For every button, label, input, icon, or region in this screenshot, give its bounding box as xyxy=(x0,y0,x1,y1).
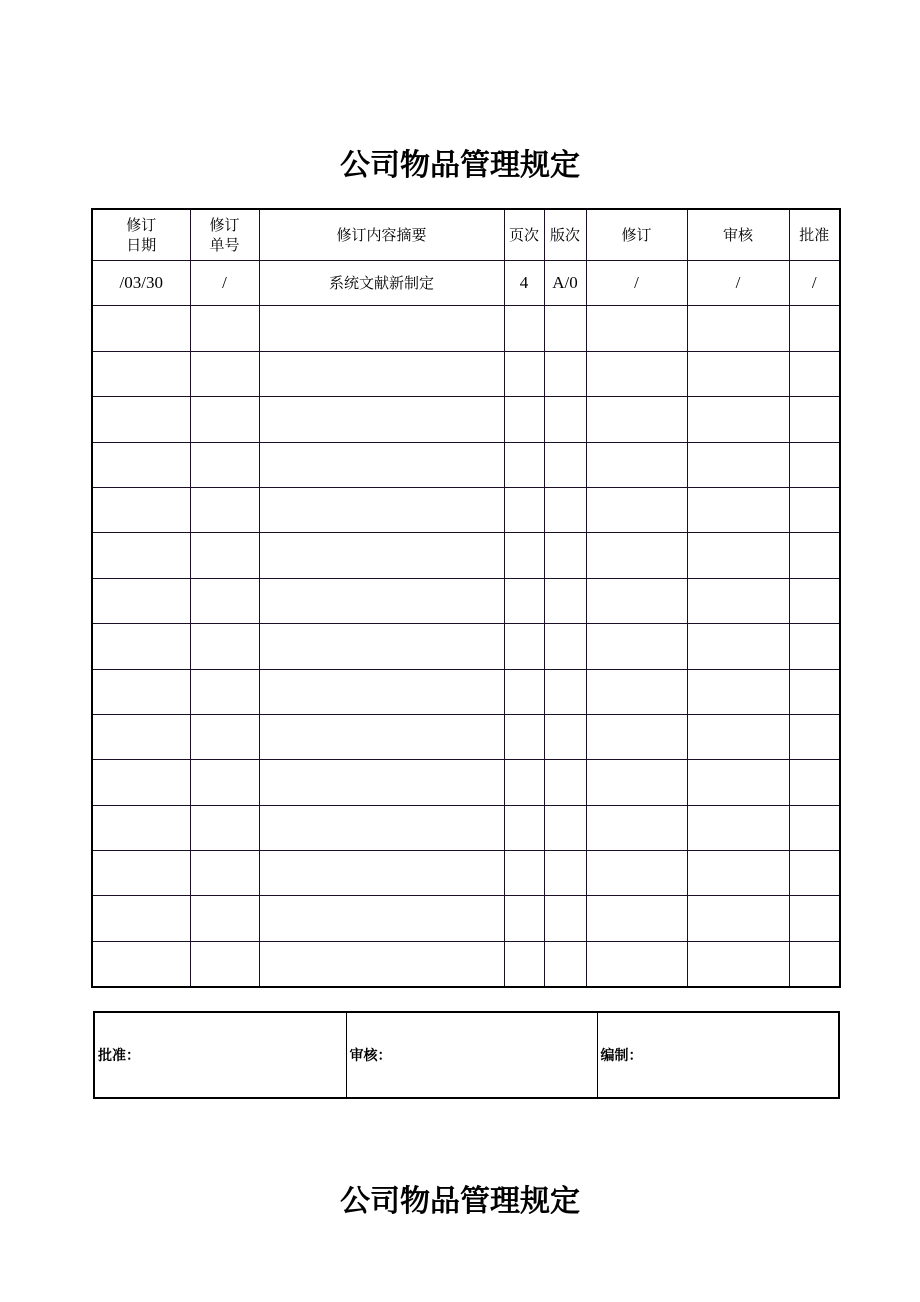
empty-cell xyxy=(504,397,544,442)
empty-cell xyxy=(687,760,789,805)
empty-cell xyxy=(789,760,840,805)
empty-cell xyxy=(544,851,586,896)
empty-cell xyxy=(586,533,687,578)
table-header-row xyxy=(92,209,840,261)
empty-cell xyxy=(687,306,789,351)
empty-cell xyxy=(259,397,504,442)
empty-cell xyxy=(544,624,586,669)
empty-cell xyxy=(789,624,840,669)
empty-cell xyxy=(259,896,504,941)
empty-cell xyxy=(504,306,544,351)
empty-cell xyxy=(259,487,504,532)
compile-field: 编制： xyxy=(597,1012,839,1098)
empty-cell xyxy=(789,442,840,487)
cell-reviewed-by: / xyxy=(687,261,789,306)
header-page: 页次 xyxy=(504,209,544,261)
empty-cell xyxy=(504,851,544,896)
empty-cell xyxy=(544,714,586,759)
empty-cell xyxy=(586,306,687,351)
review-field: 审核： xyxy=(346,1012,597,1098)
empty-cell xyxy=(190,397,259,442)
header-version: 版次 xyxy=(544,209,586,261)
empty-cell xyxy=(190,533,259,578)
empty-table-row xyxy=(92,351,840,396)
empty-cell xyxy=(504,533,544,578)
empty-cell xyxy=(586,805,687,850)
empty-cell xyxy=(687,351,789,396)
empty-cell xyxy=(259,306,504,351)
empty-cell xyxy=(789,533,840,578)
empty-cell xyxy=(259,624,504,669)
empty-cell xyxy=(586,669,687,714)
empty-cell xyxy=(259,805,504,850)
empty-table-row xyxy=(92,805,840,850)
next-page-title: 公司物品管理规定 xyxy=(340,1184,580,1219)
header-summary: 修订内容摘要 xyxy=(259,209,504,261)
empty-cell xyxy=(190,896,259,941)
empty-cell xyxy=(544,487,586,532)
empty-cell xyxy=(586,896,687,941)
document-title: 公司物品管理规定 xyxy=(340,148,580,183)
empty-cell xyxy=(190,624,259,669)
cell-summary: 系统文献新制定 xyxy=(259,261,504,306)
empty-cell xyxy=(190,306,259,351)
empty-cell xyxy=(687,578,789,623)
empty-cell xyxy=(687,896,789,941)
header-text: 日期 xyxy=(126,236,157,254)
empty-cell xyxy=(92,851,190,896)
empty-table-row xyxy=(92,442,840,487)
empty-cell xyxy=(92,941,190,987)
empty-cell xyxy=(504,714,544,759)
empty-cell xyxy=(586,442,687,487)
empty-cell xyxy=(586,851,687,896)
empty-cell xyxy=(687,941,789,987)
empty-cell xyxy=(92,351,190,396)
empty-cell xyxy=(789,896,840,941)
empty-cell xyxy=(789,714,840,759)
empty-cell xyxy=(259,442,504,487)
header-text: 修订 xyxy=(209,216,240,234)
empty-cell xyxy=(789,805,840,850)
empty-cell xyxy=(190,351,259,396)
header-revised-by: 修订 xyxy=(586,209,687,261)
approve-field: 批准： xyxy=(94,1012,346,1098)
empty-table-row xyxy=(92,533,840,578)
empty-cell xyxy=(92,624,190,669)
empty-cell xyxy=(504,941,544,987)
empty-table-row xyxy=(92,714,840,759)
empty-cell xyxy=(544,805,586,850)
empty-cell xyxy=(92,760,190,805)
empty-cell xyxy=(586,624,687,669)
empty-cell xyxy=(92,669,190,714)
empty-cell xyxy=(687,714,789,759)
empty-cell xyxy=(687,397,789,442)
empty-table-row xyxy=(92,669,840,714)
empty-table-row xyxy=(92,397,840,442)
empty-cell xyxy=(190,805,259,850)
empty-cell xyxy=(789,306,840,351)
cell-approved-by: / xyxy=(789,261,840,306)
empty-cell xyxy=(259,941,504,987)
empty-table-row xyxy=(92,578,840,623)
empty-cell xyxy=(259,578,504,623)
empty-cell xyxy=(687,805,789,850)
empty-cell xyxy=(586,351,687,396)
empty-cell xyxy=(544,442,586,487)
empty-cell xyxy=(544,351,586,396)
empty-cell xyxy=(544,533,586,578)
empty-cell xyxy=(190,760,259,805)
empty-cell xyxy=(504,896,544,941)
cell-number: / xyxy=(190,261,259,306)
empty-cell xyxy=(687,669,789,714)
empty-cell xyxy=(586,578,687,623)
empty-cell xyxy=(504,669,544,714)
empty-cell xyxy=(190,851,259,896)
empty-cell xyxy=(92,397,190,442)
empty-cell xyxy=(259,351,504,396)
empty-table-row xyxy=(92,760,840,805)
cell-date: /03/30 xyxy=(92,261,190,306)
empty-cell xyxy=(190,714,259,759)
signature-row xyxy=(94,1012,839,1098)
empty-cell xyxy=(789,578,840,623)
empty-cell xyxy=(92,896,190,941)
header-revision-number xyxy=(190,209,259,261)
empty-cell xyxy=(504,805,544,850)
empty-cell xyxy=(687,487,789,532)
empty-cell xyxy=(687,442,789,487)
empty-cell xyxy=(586,397,687,442)
empty-cell xyxy=(687,624,789,669)
empty-cell xyxy=(586,714,687,759)
signature-table xyxy=(93,1011,840,1099)
header-text: 单号 xyxy=(209,236,240,254)
empty-table-row xyxy=(92,941,840,987)
empty-cell xyxy=(544,941,586,987)
empty-cell xyxy=(789,669,840,714)
empty-cell xyxy=(190,487,259,532)
empty-table-row xyxy=(92,487,840,532)
empty-cell xyxy=(190,669,259,714)
empty-cell xyxy=(504,351,544,396)
empty-cell xyxy=(259,669,504,714)
empty-cell xyxy=(190,578,259,623)
empty-cell xyxy=(789,851,840,896)
empty-cell xyxy=(92,442,190,487)
empty-cell xyxy=(789,941,840,987)
empty-cell xyxy=(92,306,190,351)
table-row xyxy=(92,261,840,306)
empty-table-row xyxy=(92,624,840,669)
empty-cell xyxy=(544,397,586,442)
empty-cell xyxy=(504,760,544,805)
empty-cell xyxy=(789,487,840,532)
empty-cell xyxy=(259,714,504,759)
empty-cell xyxy=(687,851,789,896)
empty-cell xyxy=(789,397,840,442)
empty-cell xyxy=(586,760,687,805)
empty-cell xyxy=(259,851,504,896)
empty-cell xyxy=(259,760,504,805)
header-approved-by: 批准 xyxy=(789,209,840,261)
empty-cell xyxy=(92,714,190,759)
revision-history-table xyxy=(91,208,841,988)
empty-cell xyxy=(544,896,586,941)
empty-table-row xyxy=(92,851,840,896)
empty-cell xyxy=(544,669,586,714)
cell-page: 4 xyxy=(504,261,544,306)
header-text: 修订 xyxy=(126,216,157,234)
empty-cell xyxy=(687,533,789,578)
empty-cell xyxy=(92,487,190,532)
empty-cell xyxy=(92,805,190,850)
empty-cell xyxy=(190,442,259,487)
empty-cell xyxy=(190,941,259,987)
empty-cell xyxy=(504,578,544,623)
empty-cell xyxy=(259,533,504,578)
empty-cell xyxy=(586,487,687,532)
header-reviewed-by: 审核 xyxy=(687,209,789,261)
cell-version: A/0 xyxy=(544,261,586,306)
empty-cell xyxy=(504,487,544,532)
header-revision-date xyxy=(92,209,190,261)
cell-revised-by: / xyxy=(586,261,687,306)
empty-cell xyxy=(544,578,586,623)
empty-table-row xyxy=(92,306,840,351)
empty-cell xyxy=(504,442,544,487)
empty-cell xyxy=(92,533,190,578)
empty-cell xyxy=(544,760,586,805)
empty-cell xyxy=(92,578,190,623)
empty-cell xyxy=(544,306,586,351)
empty-table-row xyxy=(92,896,840,941)
empty-cell xyxy=(504,624,544,669)
empty-cell xyxy=(789,351,840,396)
empty-cell xyxy=(586,941,687,987)
